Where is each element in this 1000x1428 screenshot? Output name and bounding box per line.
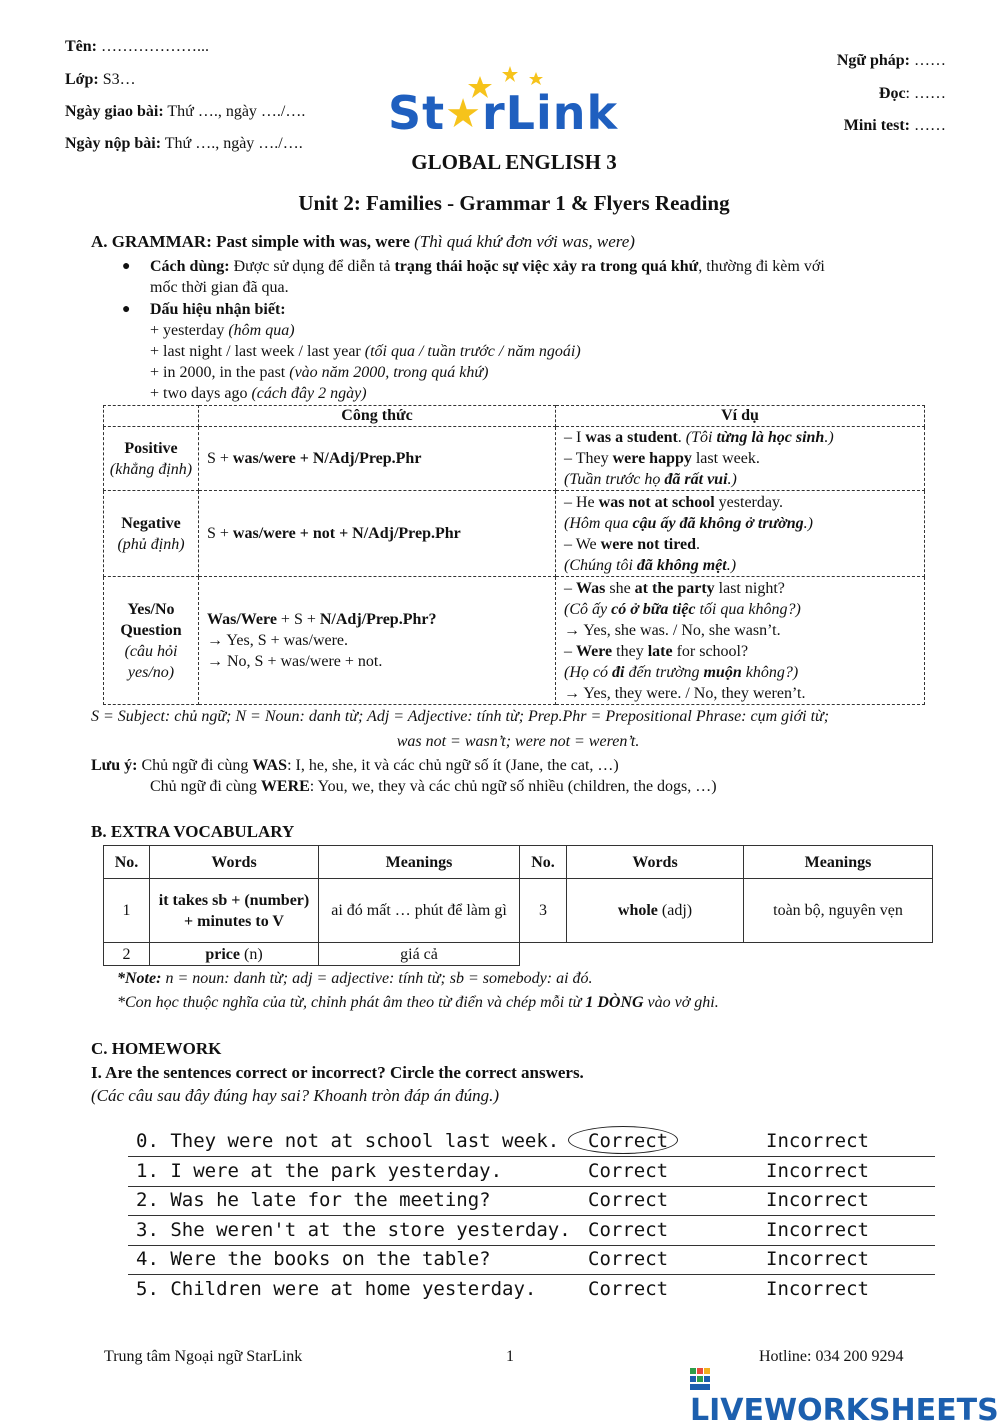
col-meanings: Meanings — [319, 846, 520, 879]
table-row-question — [104, 577, 925, 705]
liveworksheets-text: LIVEWORKSHEETS — [690, 1393, 999, 1428]
incorrect-option[interactable]: Incorrect — [766, 1219, 869, 1241]
usage-bold: trạng thái hoặc sự việc xảy ra trong quá khứ — [394, 258, 699, 275]
usage-text-end: , thường đi kèm với — [698, 258, 825, 275]
question-formula: Was/Were + S + N/Adj/Prep.Phr? → Yes, S + was/were. → No, S + was/were + not. — [199, 577, 556, 705]
grammar-table — [103, 405, 925, 705]
assigned-date-label: Ngày giao bài: — [65, 103, 164, 120]
usage-line2: mốc thời gian đã qua. — [150, 279, 289, 296]
sign-item-vi: (hôm qua) — [224, 322, 295, 339]
table-header-example: Ví dụ — [556, 406, 925, 427]
grammar-score-field[interactable]: …… — [910, 52, 946, 69]
incorrect-option[interactable]: Incorrect — [766, 1160, 869, 1182]
sentence: 1. I were at the park yesterday. — [136, 1160, 503, 1182]
logo-text-end: rLink — [481, 86, 619, 140]
negative-examples: – He was not at school yesterday. (Hôm qua cậu ấy đã không ở trường.) – We were not tired. (Chúng tôi đã không mệt.) — [556, 491, 925, 577]
class-field[interactable]: S3… — [98, 71, 136, 88]
sign-item-vi: (tối qua / tuần trước / năm ngoái) — [360, 343, 581, 360]
task-subtitle: (Các câu sau đây đúng hay sai? Khoanh tròn đáp án đúng.) — [91, 1086, 499, 1105]
incorrect-option[interactable]: Incorrect — [766, 1248, 869, 1270]
course-title: GLOBAL ENGLISH 3 — [411, 150, 617, 174]
vocab-header-row — [104, 846, 933, 879]
reading-score-label: Đọc — [878, 85, 906, 102]
sentence: 2. Was he late for the meeting? — [136, 1189, 491, 1211]
signs-bullet — [122, 299, 940, 404]
unit-title: Unit 2: Families - Grammar 1 & Flyers Reading — [298, 191, 730, 215]
table-header-empty — [104, 406, 199, 427]
list-item — [128, 1158, 935, 1187]
sign-item-vi: (cách đây 2 ngày) — [247, 385, 367, 402]
usage-label: Cách dùng: — [150, 258, 230, 275]
vocab-meaning: toàn bộ, nguyên vẹn — [744, 879, 933, 943]
logo-star-icon: ★ — [445, 91, 482, 137]
score-info — [700, 0, 946, 140]
sentence: 5. Children were at home yesterday. — [136, 1278, 537, 1300]
table-row — [104, 879, 933, 943]
col-words: Words — [150, 846, 319, 879]
col-words: Words — [567, 846, 744, 879]
vocab-heading: B. EXTRA VOCABULARY — [91, 822, 295, 841]
grammar-heading-text: A. GRAMMAR: Past simple with was, were — [91, 232, 410, 251]
table-row-negative — [104, 491, 925, 577]
grammar-heading-vi: (Thì quá khứ đơn với was, were) — [409, 232, 635, 251]
contraction-note: was not = wasn’t; were not = weren’t. — [396, 733, 640, 750]
sentence: 4. Were the books on the table? — [136, 1248, 491, 1270]
col-no: No. — [520, 846, 567, 879]
liveworksheets-logo-icon — [690, 1368, 710, 1390]
list-item — [128, 1276, 935, 1304]
abbreviation-note: S = Subject: chủ ngữ; N = Noun: danh từ; Adj = Adjective: tính từ; Prep.Phr = Prepositional Phrase: cụm giới từ; — [91, 708, 830, 725]
table-row — [104, 943, 933, 966]
table-header-formula: Công thức — [199, 406, 556, 427]
negative-formula: S + was/were + not + N/Adj/Prep.Phr — [199, 491, 556, 577]
question-label: Yes/No Question (câu hỏi yes/no) — [104, 577, 199, 705]
sentence: 0. They were not at school last week. — [136, 1130, 560, 1152]
sign-item: + yesterday — [150, 322, 225, 339]
vocab-meaning: giá cả — [319, 943, 520, 966]
submit-date-field[interactable]: Thứ …., ngày …./…. — [161, 135, 303, 152]
sentence: 3. She weren't at the store yesterday. — [136, 1219, 571, 1241]
note-label: Lưu ý: — [91, 757, 138, 774]
table-header-row — [104, 406, 925, 427]
minitest-score-label: Mini test: — [843, 117, 910, 134]
was-note: Lưu ý: Chủ ngữ đi cùng WAS: I, he, she, it và các chủ ngữ số ít (Jane, the cat, …) — [91, 757, 619, 774]
starlink-logo — [386, 60, 636, 144]
col-no: No. — [104, 846, 150, 879]
list-item — [128, 1128, 935, 1157]
incorrect-option[interactable]: Incorrect — [766, 1278, 869, 1300]
bullet-icon: ● — [122, 259, 131, 274]
incorrect-option[interactable]: Incorrect — [766, 1130, 869, 1152]
sign-item: + two days ago — [150, 385, 248, 402]
homework-heading: C. HOMEWORK — [91, 1039, 222, 1058]
correct-option[interactable]: Correct — [588, 1219, 669, 1241]
vocab-note: *Note: n = noun: danh từ; adj = adjective: tính từ; sb = somebody: ai đó. — [117, 970, 593, 987]
footer-hotline: Hotline: 034 200 9294 — [759, 1348, 904, 1365]
vocab-meaning: ai đó mất … phút để làm gì — [319, 879, 520, 943]
vocab-no: 1 — [104, 879, 150, 943]
negative-label: Negative (phủ định) — [104, 491, 199, 577]
positive-label: Positive (khẳng định) — [104, 427, 199, 491]
vocab-no: 2 — [104, 943, 150, 966]
sign-item: + last night / last week / last year — [150, 343, 361, 360]
vocab-word: whole (adj) — [567, 879, 744, 943]
question-examples: – Was she at the party last night? (Cô ấy có ở bữa tiệc tối qua không?) → Yes, she was. / No, she wasn’t. – Were they late for school? (Họ có đi đến trường muộn không?) → Yes, they were. / No, they weren’t. — [556, 577, 925, 705]
sign-item-vi: (vào năm 2000, trong quá khứ) — [285, 364, 489, 381]
correct-option[interactable]: Correct — [588, 1278, 669, 1300]
class-label: Lớp: — [65, 71, 99, 88]
assigned-date-field[interactable]: Thứ …., ngày …./…. — [163, 103, 306, 120]
col-meanings: Meanings — [744, 846, 933, 879]
page-number: 1 — [506, 1348, 514, 1365]
grammar-score-label: Ngữ pháp: — [836, 52, 910, 69]
correct-option[interactable]: Correct — [588, 1189, 669, 1211]
usage-bullet — [122, 256, 940, 298]
list-item — [128, 1187, 935, 1216]
minitest-score-field[interactable]: …… — [910, 117, 946, 134]
list-item — [128, 1246, 935, 1275]
were-note: Chủ ngữ đi cùng WERE: You, we, they và các chủ ngữ số nhiều (children, the dogs, …) — [150, 778, 717, 795]
usage-text: Được sử dụng để diễn tả — [229, 258, 395, 275]
positive-examples: – I was a student. (Tôi từng là học sinh.) – They were happy last week. (Tuần trước họ đã rất vui.) — [556, 427, 925, 491]
name-label: Tên: — [65, 38, 97, 55]
vocab-empty — [520, 943, 933, 966]
logo-text-start: St — [388, 86, 446, 140]
vocab-no: 3 — [520, 879, 567, 943]
vocab-table — [103, 845, 933, 966]
vocab-word: it takes sb + (number) + minutes to V — [150, 879, 319, 943]
reading-score-field[interactable]: : …… — [905, 85, 946, 102]
positive-formula: S + was/were + N/Adj/Prep.Phr — [199, 427, 556, 491]
vocab-word: price (n) — [150, 943, 319, 966]
footer-center-name: Trung tâm Ngoại ngữ StarLink — [104, 1348, 303, 1365]
correct-option[interactable]: Correct — [588, 1248, 669, 1270]
signs-label: Dấu hiệu nhận biết: — [150, 301, 286, 318]
correct-option[interactable]: Correct — [588, 1160, 669, 1182]
sign-item: + in 2000, in the past — [150, 364, 286, 381]
correct-option[interactable]: Correct — [588, 1130, 669, 1152]
list-item — [128, 1217, 935, 1246]
task-title: I. Are the sentences correct or incorrect? Circle the correct answers. — [91, 1063, 584, 1082]
table-row-positive — [104, 427, 925, 491]
vocab-instruction: *Con học thuộc nghĩa của từ, chỉnh phát âm theo từ điển và chép mỗi từ 1 DÒNG vào vở ghi. — [117, 994, 719, 1011]
submit-date-label: Ngày nộp bài: — [65, 135, 162, 152]
incorrect-option[interactable]: Incorrect — [766, 1189, 869, 1211]
grammar-heading — [91, 232, 635, 252]
bullet-icon: ● — [122, 302, 131, 317]
liveworksheets-brand[interactable] — [690, 1371, 1000, 1428]
name-field[interactable]: ………………... — [97, 38, 209, 55]
